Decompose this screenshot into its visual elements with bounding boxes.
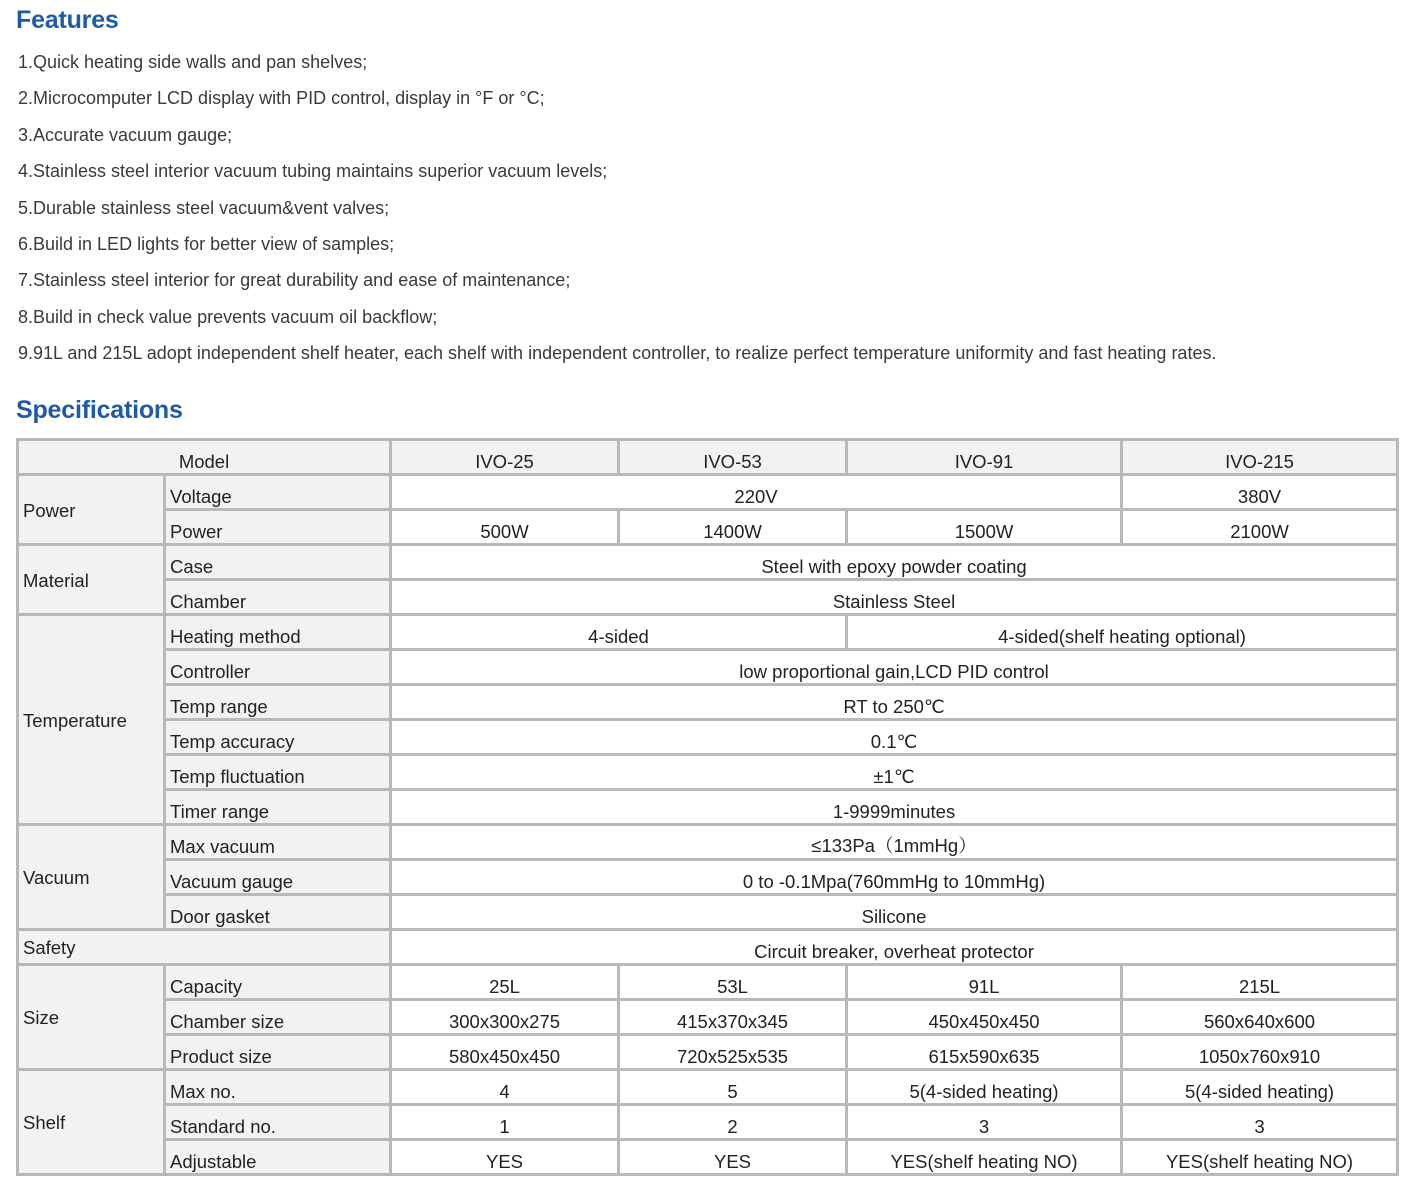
- max-vacuum-label: Max vacuum: [165, 825, 391, 860]
- heating-method-value-a: 4-sided: [391, 615, 847, 650]
- table-row-timer-range: [18, 790, 1398, 825]
- category-material: Material: [18, 545, 165, 615]
- table-row-capacity: [18, 965, 1398, 1000]
- model-ivo-215: IVO-215: [1122, 440, 1398, 475]
- power-value: 500W: [391, 510, 619, 545]
- product-size-value: 580x450x450: [391, 1035, 619, 1070]
- table-row-temp-accuracy: [18, 720, 1398, 755]
- product-size-value: 1050x760x910: [1122, 1035, 1398, 1070]
- vacuum-gauge-label: Vacuum gauge: [165, 860, 391, 895]
- category-shelf: Shelf: [18, 1070, 165, 1175]
- feature-item: 5.Durable stainless steel vacuum&vent valves;: [18, 197, 390, 218]
- voltage-value-220: 220V: [391, 475, 1122, 510]
- table-row-chamber-size: [18, 1000, 1398, 1035]
- category-size: Size: [18, 965, 165, 1070]
- max-no-value: 5(4-sided heating): [847, 1070, 1122, 1105]
- table-row-temp-range: [18, 685, 1398, 720]
- table-row-temp-fluctuation: [18, 755, 1398, 790]
- voltage-value-380: 380V: [1122, 475, 1398, 510]
- adjustable-value: YES: [619, 1140, 847, 1175]
- power-value: 1400W: [619, 510, 847, 545]
- standard-no-value: 3: [1122, 1105, 1398, 1140]
- power-value: 1500W: [847, 510, 1122, 545]
- chamber-value: Stainless Steel: [391, 580, 1398, 615]
- table-row-standard-no: [18, 1105, 1398, 1140]
- chamber-size-value: 560x640x600: [1122, 1000, 1398, 1035]
- table-row-power: [18, 510, 1398, 545]
- table-row-door-gasket: [18, 895, 1398, 930]
- table-row-model: [18, 440, 1398, 475]
- max-no-value: 4: [391, 1070, 619, 1105]
- feature-item: 6.Build in LED lights for better view of samples;: [18, 233, 395, 254]
- table-row-safety: [18, 930, 1398, 965]
- chamber-size-value: 450x450x450: [847, 1000, 1122, 1035]
- category-power: Power: [18, 475, 165, 545]
- max-vacuum-value: ≤133Pa（1mmHg）: [391, 825, 1398, 860]
- table-row-adjustable: [18, 1140, 1398, 1175]
- category-temperature: Temperature: [18, 615, 165, 825]
- chamber-size-label: Chamber size: [165, 1000, 391, 1035]
- model-ivo-91: IVO-91: [847, 440, 1122, 475]
- model-ivo-25: IVO-25: [391, 440, 619, 475]
- temp-range-value: RT to 250℃: [391, 685, 1398, 720]
- category-vacuum: Vacuum: [18, 825, 165, 930]
- feature-item: 8.Build in check value prevents vacuum oil backflow;: [18, 306, 438, 327]
- feature-item: 9.91L and 215L adopt independent shelf heater, each shelf with independent controller, to realize perfect temperature uniformity and fast heating rates.: [18, 343, 1217, 364]
- controller-label: Controller: [165, 650, 391, 685]
- standard-no-value: 2: [619, 1105, 847, 1140]
- table-row-max-no: [18, 1070, 1398, 1105]
- door-gasket-value: Silicone: [391, 895, 1398, 930]
- heating-method-label: Heating method: [165, 615, 391, 650]
- timer-range-label: Timer range: [165, 790, 391, 825]
- table-row-heating-method: [18, 615, 1398, 650]
- table-row-max-vacuum: [18, 825, 1398, 860]
- max-no-value: 5: [619, 1070, 847, 1105]
- table-row-voltage: [18, 475, 1398, 510]
- product-size-value: 720x525x535: [619, 1035, 847, 1070]
- max-no-label: Max no.: [165, 1070, 391, 1105]
- capacity-value: 215L: [1122, 965, 1398, 1000]
- capacity-label: Capacity: [165, 965, 391, 1000]
- standard-no-label: Standard no.: [165, 1105, 391, 1140]
- feature-item: 2.Microcomputer LCD display with PID control, display in °F or °C;: [18, 88, 545, 109]
- controller-value: low proportional gain,LCD PID control: [391, 650, 1398, 685]
- temp-range-label: Temp range: [165, 685, 391, 720]
- table-row-controller: [18, 650, 1398, 685]
- product-size-value: 615x590x635: [847, 1035, 1122, 1070]
- temp-fluctuation-value: ±1℃: [391, 755, 1398, 790]
- specifications-table: [16, 438, 1399, 1176]
- chamber-label: Chamber: [165, 580, 391, 615]
- case-label: Case: [165, 545, 391, 580]
- temp-accuracy-label: Temp accuracy: [165, 720, 391, 755]
- feature-item: 4.Stainless steel interior vacuum tubing maintains superior vacuum levels;: [18, 161, 608, 182]
- feature-item: 7.Stainless steel interior for great durability and ease of maintenance;: [18, 270, 571, 291]
- vacuum-gauge-value: 0 to -0.1Mpa(760mmHg to 10mmHg): [391, 860, 1398, 895]
- feature-item: 1.Quick heating side walls and pan shelves;: [18, 52, 368, 72]
- model-ivo-53: IVO-53: [619, 440, 847, 475]
- max-no-value: 5(4-sided heating): [1122, 1070, 1398, 1105]
- adjustable-value: YES(shelf heating NO): [847, 1140, 1122, 1175]
- capacity-value: 91L: [847, 965, 1122, 1000]
- safety-value: Circuit breaker, overheat protector: [391, 930, 1398, 965]
- specifications-heading: Specifications: [16, 396, 183, 424]
- adjustable-value: YES: [391, 1140, 619, 1175]
- table-row-case: [18, 545, 1398, 580]
- capacity-value: 53L: [619, 965, 847, 1000]
- voltage-label: Voltage: [165, 475, 391, 510]
- chamber-size-value: 300x300x275: [391, 1000, 619, 1035]
- chamber-size-value: 415x370x345: [619, 1000, 847, 1035]
- temp-accuracy-value: 0.1℃: [391, 720, 1398, 755]
- adjustable-label: Adjustable: [165, 1140, 391, 1175]
- timer-range-value: 1-9999minutes: [391, 790, 1398, 825]
- feature-item: 3.Accurate vacuum gauge;: [18, 124, 233, 145]
- heating-method-value-b: 4-sided(shelf heating optional): [847, 615, 1398, 650]
- table-row-vacuum-gauge: [18, 860, 1398, 895]
- product-size-label: Product size: [165, 1035, 391, 1070]
- temp-fluctuation-label: Temp fluctuation: [165, 755, 391, 790]
- standard-no-value: 1: [391, 1105, 619, 1140]
- features-heading: Features: [16, 6, 119, 34]
- power-value: 2100W: [1122, 510, 1398, 545]
- standard-no-value: 3: [847, 1105, 1122, 1140]
- table-row-product-size: [18, 1035, 1398, 1070]
- table-row-chamber: [18, 580, 1398, 615]
- power-label: Power: [165, 510, 391, 545]
- adjustable-value: YES(shelf heating NO): [1122, 1140, 1398, 1175]
- case-value: Steel with epoxy powder coating: [391, 545, 1398, 580]
- category-safety: Safety: [18, 930, 391, 965]
- features-list: [18, 44, 1398, 372]
- capacity-value: 25L: [391, 965, 619, 1000]
- door-gasket-label: Door gasket: [165, 895, 391, 930]
- model-label: Model: [18, 440, 391, 475]
